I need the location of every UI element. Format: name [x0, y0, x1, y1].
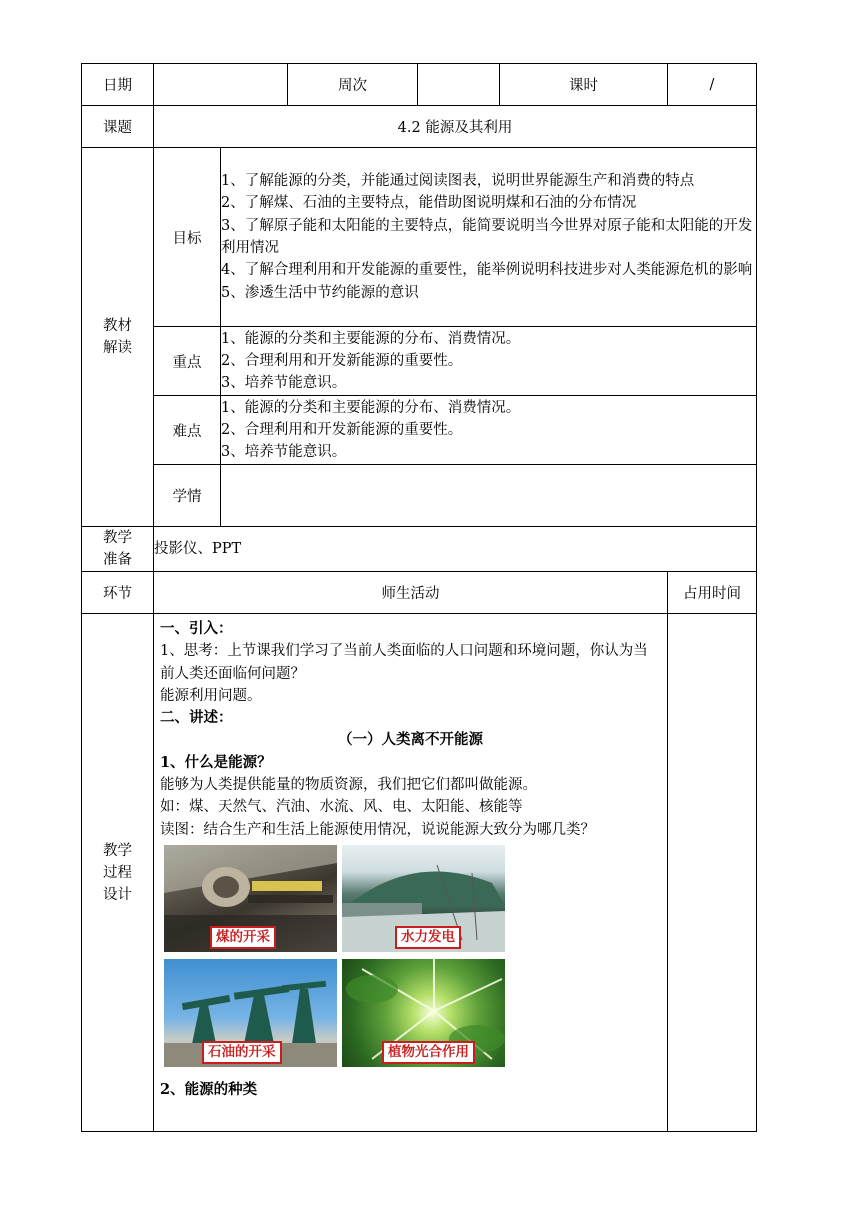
lecture-heading: 二、讲述： — [160, 709, 233, 727]
student-situation-value — [221, 465, 757, 527]
goal-item: 4、了解合理利用和开发能源的重要性，能举例说明科技进步对人类能源危机的影响 — [221, 262, 753, 279]
photo-caption: 植物光合作用 — [382, 1041, 475, 1064]
period-value: / — [668, 64, 757, 106]
textbook-label-text: 教材解读 — [102, 318, 132, 356]
topic-row — [82, 106, 757, 148]
goals-label: 目标 — [154, 148, 221, 327]
process-label-text: 教学过程设计 — [102, 842, 132, 903]
key-point-item: 2、合理利用和开发新能源的重要性。 — [221, 352, 463, 369]
key-points-list — [221, 327, 757, 396]
question-energy-types: 2、能源的种类 — [160, 1080, 258, 1098]
section-title: （一）人类离不开能源 — [338, 731, 483, 749]
time-header: 占用时间 — [668, 572, 757, 614]
student-situation-label: 学情 — [154, 465, 221, 527]
goal-item: 2、了解煤、石油的主要特点，能借助图说明煤和石油的分布情况 — [221, 195, 637, 212]
textbook-label — [82, 148, 154, 527]
goals-row — [82, 148, 757, 327]
key-points-label: 重点 — [154, 327, 221, 396]
topic-value: 4.2 能源及其利用 — [154, 106, 757, 148]
lesson-plan-table — [81, 63, 757, 1132]
difficulties-row — [82, 396, 757, 465]
question-what-is-energy: 1、什么是能源？ — [160, 753, 272, 771]
energy-examples: 如：煤、天然气、汽油、水流、风、电、太阳能、核能等 — [160, 799, 523, 816]
photosynthesis-photo — [342, 959, 505, 1067]
key-point-item: 3、培养节能意识。 — [221, 375, 347, 392]
goals-list — [221, 148, 757, 327]
process-header-row — [82, 572, 757, 614]
difficulty-item: 3、培养节能意识。 — [221, 444, 347, 461]
photo-caption: 水力发电 — [395, 926, 461, 949]
key-point-item: 1、能源的分类和主要能源的分布、消费情况。 — [221, 330, 521, 347]
preparation-row — [82, 527, 757, 572]
process-row — [82, 614, 757, 1132]
period-label: 课时 — [500, 64, 668, 106]
goal-item: 5、渗透生活中节约能源的意识 — [221, 284, 419, 301]
difficulties-label: 难点 — [154, 396, 221, 465]
date-value — [154, 64, 288, 106]
hydro-power-photo — [342, 845, 505, 952]
stage-header: 环节 — [82, 572, 154, 614]
preparation-value: 投影仪、PPT — [154, 527, 757, 572]
coal-mining-photo — [164, 845, 337, 952]
process-label — [82, 614, 154, 1132]
photo-caption: 石油的开采 — [202, 1041, 282, 1064]
difficulty-item: 2、合理利用和开发新能源的重要性。 — [221, 421, 463, 438]
energy-photo-grid — [160, 845, 661, 1079]
date-label: 日期 — [82, 64, 154, 106]
photo-caption: 煤的开采 — [210, 926, 276, 949]
think-answer: 能源利用问题。 — [160, 687, 262, 704]
reading-prompt: 读图：结合生产和生活上能源使用情况，说说能源大致分为哪几类？ — [160, 821, 595, 838]
key-points-row — [82, 327, 757, 396]
goal-item: 3、了解原子能和太阳能的主要特点，能简要说明当今世界对原子能和太阳能的开发利用情况 — [221, 217, 753, 256]
week-value — [418, 64, 500, 106]
difficulties-list — [221, 396, 757, 465]
think-question: 1、思考：上节课我们学习了当前人类面临的人口问题和环境问题，你认为当前人类还面临何问题？ — [160, 643, 648, 682]
activity-header: 师生活动 — [154, 572, 668, 614]
student-situation-row — [82, 465, 757, 527]
preparation-label — [82, 527, 154, 572]
preparation-label-text: 教学准备 — [102, 530, 132, 568]
difficulty-item: 1、能源的分类和主要能源的分布、消费情况。 — [221, 399, 521, 416]
time-cell — [668, 614, 757, 1132]
header-row — [82, 64, 757, 106]
topic-label: 课题 — [82, 106, 154, 148]
oil-extraction-photo — [164, 959, 337, 1067]
process-content — [154, 614, 668, 1132]
goal-item: 1、了解能源的分类，并能通过阅读图表，说明世界能源生产和消费的特点 — [221, 173, 695, 190]
week-label: 周次 — [288, 64, 418, 106]
intro-heading: 一、引入： — [160, 620, 233, 637]
energy-definition: 能够为人类提供能量的物质资源，我们把它们都叫做能源。 — [160, 777, 537, 794]
